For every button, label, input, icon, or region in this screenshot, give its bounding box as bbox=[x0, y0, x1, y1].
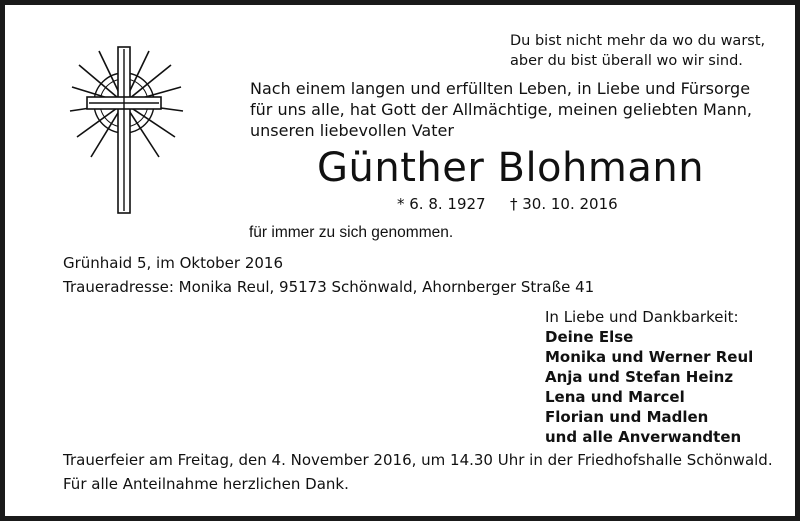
place-date: Grünhaid 5, im Oktober 2016 bbox=[63, 254, 283, 272]
quote-line-1: Du bist nicht mehr da wo du warst, bbox=[510, 33, 766, 49]
mourners-list bbox=[545, 327, 753, 447]
mourner-name: und alle Anverwandten bbox=[545, 428, 742, 446]
intro-text bbox=[250, 78, 752, 141]
mourners-intro: In Liebe und Dankbarkeit: bbox=[545, 308, 739, 326]
intro-line-1: Nach einem langen und erfüllten Leben, in Liebe und Fürsorge bbox=[250, 79, 751, 98]
radiant-cross-icon bbox=[69, 45, 199, 215]
closing-thanks: Für alle Anteilnahme herzlichen Dank. bbox=[63, 475, 349, 493]
memorial-quote bbox=[510, 31, 765, 71]
deceased-name: Günther Blohmann bbox=[317, 145, 705, 191]
intro-line-2: für uns alle, hat Gott der Allmächtige, meinen geliebten Mann, bbox=[250, 100, 752, 119]
mourner-name: Lena und Marcel bbox=[545, 388, 685, 406]
intro-line-3: unseren liebevollen Vater bbox=[250, 121, 454, 140]
mourner-name: Deine Else bbox=[545, 328, 634, 346]
death-date: † 30. 10. 2016 bbox=[510, 195, 618, 213]
mourner-name: Florian und Madlen bbox=[545, 408, 709, 426]
quote-line-2: aber du bist überall wo wir sind. bbox=[510, 53, 743, 69]
mourning-address: Traueradresse: Monika Reul, 95173 Schönwald, Ahornberger Straße 41 bbox=[63, 278, 595, 296]
mourner-name: Monika und Werner Reul bbox=[545, 348, 754, 366]
birth-date: * 6. 8. 1927 bbox=[397, 195, 486, 213]
funeral-info: Trauerfeier am Freitag, den 4. November 2016, um 14.30 Uhr in der Friedhofshalle Schönwald. bbox=[63, 451, 773, 469]
taken-text: für immer zu sich genommen. bbox=[249, 224, 454, 241]
mourner-name: Anja und Stefan Heinz bbox=[545, 368, 734, 386]
